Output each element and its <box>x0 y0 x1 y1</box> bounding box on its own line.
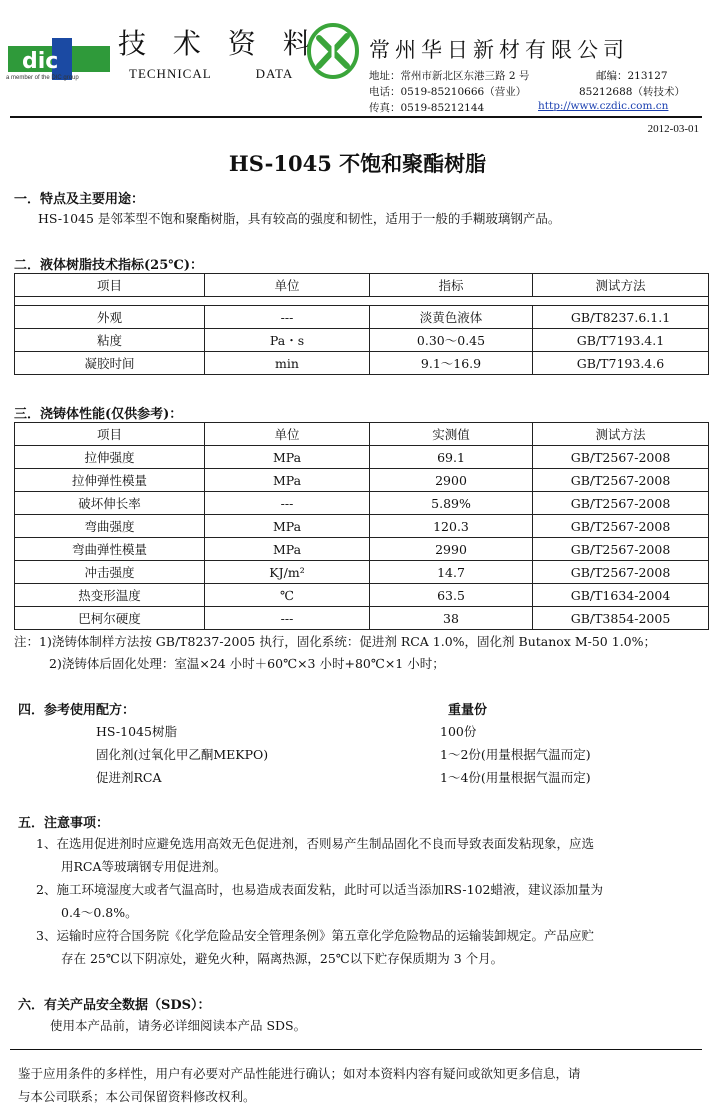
cell-item: 冲击强度 <box>15 561 205 584</box>
table-row <box>15 607 709 630</box>
col-header-spec: 指标 <box>370 274 533 297</box>
footer-disclaimer-1: 鉴于应用条件的多样性，用户有必要对产品性能进行确认；如对本资料内容有疑问或欲知更多信息，请 <box>18 1066 581 1081</box>
table-row <box>15 492 709 515</box>
formula-item-amount: 100份 <box>440 724 477 739</box>
company-phone-tech: 85212688（转技术） <box>579 86 685 98</box>
section5-heading: 五．注意事项： <box>18 816 110 831</box>
table-row <box>15 561 709 584</box>
table-row <box>15 329 709 352</box>
col-header-value: 实测值 <box>370 423 533 446</box>
casting-properties-table <box>14 422 709 630</box>
table-row <box>15 469 709 492</box>
cell-value: 69.1 <box>370 446 533 469</box>
cell-method: GB/T1634-2004 <box>533 584 709 607</box>
cell-value: 2900 <box>370 469 533 492</box>
table-row <box>15 306 709 329</box>
company-fax: 传真：0519-85212144 <box>369 102 485 114</box>
col-header-item: 项目 <box>15 274 205 297</box>
cell-value: 2990 <box>370 538 533 561</box>
formula-item-name: HS-1045树脂 <box>96 724 177 739</box>
logo-subtext: a member of the DIC group <box>6 75 79 81</box>
cell-item: 外观 <box>15 306 205 329</box>
cell-unit: ℃ <box>205 584 370 607</box>
cell-method: GB/T3854-2005 <box>533 607 709 630</box>
section2-heading: 二．液体树脂技术指标(25℃)： <box>14 258 203 273</box>
section4-heading: 四．参考使用配方： <box>18 703 136 718</box>
section1-text: HS-1045 是邻苯型不饱和聚酯树脂，具有较高的强度和韧性，适用于一般的手糊玻璃钢产品。 <box>38 211 561 226</box>
cell-unit: --- <box>205 607 370 630</box>
col-header-method: 测试方法 <box>533 423 709 446</box>
cell-item: 拉伸弹性模量 <box>15 469 205 492</box>
cell-item: 热变形温度 <box>15 584 205 607</box>
cell-value: 38 <box>370 607 533 630</box>
cell-unit: MPa <box>205 538 370 561</box>
cell-method: GB/T2567-2008 <box>533 446 709 469</box>
col-header-item: 项目 <box>15 423 205 446</box>
note-item-1-cont: 用RCA等玻璃钢专用促进剂。 <box>61 859 227 874</box>
col-header-unit: 单位 <box>205 423 370 446</box>
cell-spec: 0.30～0.45 <box>370 329 533 352</box>
table-row <box>15 584 709 607</box>
note-item-3: 3、运输时应符合国务院《化学危险品安全管理条例》第五章化学危险物品的运输装卸规定。产品应贮 <box>36 928 594 943</box>
cell-value: 120.3 <box>370 515 533 538</box>
table-header-row <box>15 423 709 446</box>
note-item-2-cont: 0.4～0.8%。 <box>61 905 138 920</box>
cell-item: 破坏伸长率 <box>15 492 205 515</box>
cell-method: GB/T7193.4.1 <box>533 329 709 352</box>
footer-divider <box>10 1049 702 1050</box>
note-item-2: 2、施工环境湿度大或者气温高时，也易造成表面发粘，此时可以适当添加RS-102蜡液，建议添加量为 <box>36 882 603 897</box>
cell-unit: min <box>205 352 370 375</box>
cell-unit: KJ/m² <box>205 561 370 584</box>
note-item-3-cont: 存在 25℃以下阴凉处，避免火种，隔离热源，25℃以下贮存保质期为 3 个月。 <box>61 951 504 966</box>
cell-method: GB/T2567-2008 <box>533 561 709 584</box>
company-mark-icon <box>305 22 361 80</box>
cell-unit: Pa・s <box>205 329 370 352</box>
footer-disclaimer-2: 与本公司联系；本公司保留资料修改权利。 <box>18 1089 256 1104</box>
cell-item: 凝胶时间 <box>15 352 205 375</box>
logo-text: dic <box>22 49 59 74</box>
formula-item-name: 促进剂RCA <box>96 770 162 785</box>
col-header-method: 测试方法 <box>533 274 709 297</box>
table-row <box>15 352 709 375</box>
cell-unit: --- <box>205 306 370 329</box>
cell-spec: 淡黄色液体 <box>370 306 533 329</box>
page-title: HS-1045 不饱和聚酯树脂 <box>228 151 487 176</box>
note-item-1: 1、在选用促进剂时应避免选用高效无色促进剂，否则易产生制品固化不良而导致表面发粘现象，应选 <box>36 836 594 851</box>
cell-value: 5.89% <box>370 492 533 515</box>
cell-item: 弯曲强度 <box>15 515 205 538</box>
cell-method: GB/T7193.4.6 <box>533 352 709 375</box>
doc-type-cn: 技 术 资 料 <box>118 27 320 60</box>
company-postcode: 邮编：213127 <box>596 70 668 82</box>
cell-unit: MPa <box>205 469 370 492</box>
cell-item: 弯曲弹性模量 <box>15 538 205 561</box>
document-date: 2012-03-01 <box>647 123 699 135</box>
cell-item: 粘度 <box>15 329 205 352</box>
section3-heading: 三．浇铸体性能(仅供参考)： <box>14 407 183 422</box>
liquid-spec-table <box>14 273 709 375</box>
cell-value: 14.7 <box>370 561 533 584</box>
cell-item: 拉伸强度 <box>15 446 205 469</box>
company-phone-sales: 电话：0519-85210666（营业） <box>369 86 527 98</box>
doc-type-en-1: TECHNICAL <box>129 66 212 81</box>
cell-value: 63.5 <box>370 584 533 607</box>
company-name: 常州华日新材有限公司 <box>369 38 629 62</box>
section3-note-2: 2)浇铸体后固化处理：室温×24 小时＋60℃×3 小时+80℃×1 小时； <box>49 656 445 671</box>
table-header-row <box>15 274 709 297</box>
weight-header: 重量份 <box>448 703 488 718</box>
company-address: 地址：常州市新北区东港三路 2 号 <box>369 70 530 82</box>
table-row <box>15 446 709 469</box>
formula-item-amount: 1～2份(用量根据气温而定) <box>440 747 591 762</box>
cell-unit: --- <box>205 492 370 515</box>
section6-text: 使用本产品前，请务必详细阅读本产品 SDS。 <box>50 1018 307 1033</box>
cell-method: GB/T2567-2008 <box>533 469 709 492</box>
doc-type-en-2: DATA <box>255 66 294 81</box>
company-website-link[interactable]: http://www.czdic.com.cn <box>538 100 669 112</box>
formula-item-amount: 1～4份(用量根据气温而定) <box>440 770 591 785</box>
cell-method: GB/T2567-2008 <box>533 515 709 538</box>
cell-unit: MPa <box>205 446 370 469</box>
doc-type-en <box>129 66 293 82</box>
cell-spec: 9.1～16.9 <box>370 352 533 375</box>
cell-method: GB/T2567-2008 <box>533 492 709 515</box>
header-divider <box>10 116 702 118</box>
cell-method: GB/T8237.6.1.1 <box>533 306 709 329</box>
section1-heading: 一．特点及主要用途： <box>14 192 145 207</box>
cell-item: 巴柯尔硬度 <box>15 607 205 630</box>
table-row <box>15 538 709 561</box>
cell-unit: MPa <box>205 515 370 538</box>
section6-heading: 六．有关产品安全数据（SDS）： <box>18 998 211 1013</box>
col-header-unit: 单位 <box>205 274 370 297</box>
section3-note-1: 注：1)浇铸体制样方法按 GB/T8237-2005 执行，固化系统：促进剂 RCA 1.0%，固化剂 Butanox M-50 1.0%； <box>14 634 656 649</box>
cell-method: GB/T2567-2008 <box>533 538 709 561</box>
table-row <box>15 515 709 538</box>
formula-item-name: 固化剂(过氧化甲乙酮MEKPO) <box>96 747 269 762</box>
